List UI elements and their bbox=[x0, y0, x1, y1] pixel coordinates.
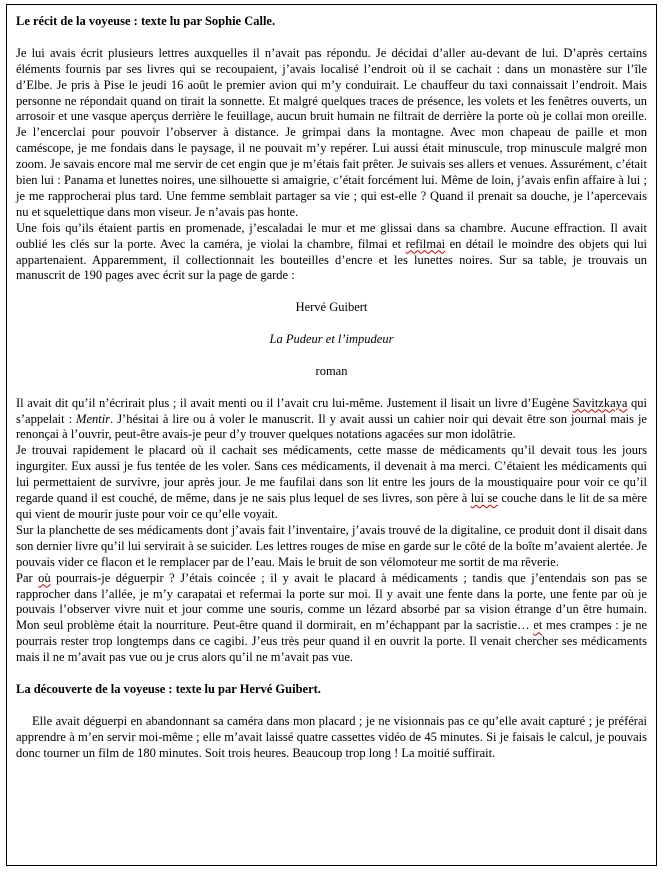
spellcheck-word: Savitzkaya bbox=[572, 395, 628, 410]
spellcheck-word: refilmai bbox=[405, 236, 446, 251]
spacer bbox=[16, 380, 647, 396]
paragraph-2 bbox=[16, 221, 647, 285]
book-genre: roman bbox=[315, 363, 348, 378]
spellcheck-word: et bbox=[533, 618, 543, 633]
spacer bbox=[16, 698, 647, 714]
spacer bbox=[16, 348, 647, 364]
document-page bbox=[6, 4, 657, 866]
paragraph-3 bbox=[16, 396, 647, 444]
text-run: pourrais-je déguerpir ? J’étais coincée ; il y avait le placard à médicaments ; tandis que j’entendais son pas se rapprocher dans l’allée, je m’y carapatai et refermai la porte sur moi. Il y avait une fente dans la porte, une fente par où je pouvais l’observer vivre nuit et jour comme une souris, comme un lézard absorbé par sa vision étrange d’un être humain. Mon seul problème était la nourriture. Peut-être quand il dormirait, en m’échappant par la sacristie… bbox=[16, 570, 647, 633]
text-run: Il avait dit qu’il n’écrirait plus ; il avait menti ou il l’avait cru lui-même. Justement il lisait un livre d’Eugène bbox=[16, 395, 573, 410]
paragraph-5: Sur la planchette de ses médicaments dont j’avais fait l’inventaire, j’avais trouvé de la digitaline, ce produit dont il disait dans son dernier livre qu’il lui servirait à se suicider. Les lettres rouges de mise en garde sur le côté de la boîte m’avaient alertée. Je pouvais vider ce flacon et le remplacer par de l’eau. Mais le bruit de son vélomoteur me sortit de ma rêverie. bbox=[16, 522, 648, 569]
spellcheck-word: où bbox=[38, 570, 51, 585]
paragraph-6 bbox=[16, 571, 647, 666]
book-title: La Pudeur et l’impudeur bbox=[269, 332, 394, 347]
section2-paragraph-1: Elle avait déguerpi en abandonnant sa caméra dans mon placard ; je ne visionnais pas ce qu’elle avait capturé ; je préférai apprendre à m’en servir moi-même ; elle m’avait laissé quatre cassettes vidéo de 45 minutes. Si je faisais le calcul, je pouvais donc tourner un film de 180 minutes. Soit trois heures. Beaucoup trop long ! La moitié suffirait. bbox=[16, 713, 647, 760]
spacer bbox=[16, 30, 647, 46]
section2-title: La découverte de la voyeuse : texte lu par Hervé Guibert. bbox=[16, 681, 321, 696]
spellcheck-word: lui se bbox=[470, 491, 498, 506]
paragraph-1: Je lui avais écrit plusieurs lettres auxquelles il n’avait pas répondu. Je décidai d’aller au-devant de lui. D’après certains éléments fournis par ses livres qui se recoupaient, j’avais localisé l’endroit où il se cachait : dans un monastère sur l’île d’Elbe. Je pris à Pise le jeudi 16 août le premier avion qui m’y conduirait. Le chauffeur du taxi connaissait l’endroit. Mais personne ne répondait quand on tirait la sonnette. Et malgré quelques traces de présence, les volets et les fenêtres ouverts, un arrosoir et une vasque aperçus derrière le feuillage, aucun bruit humain ne filtrait de derrière la porte où je collai mon oreille. Je l’encerclai pour pouvoir l’observer à distance. Je grimpai dans la montagne. Avec mon chapeau de paille et mon caméscope, je me fondais dans le paysage, il ne pouvait m’y repérer. Lui aussi était minuscule, trop minuscule malgré mon zoom. Je savais encore mal me servir de cet engin que je m’étais fait prêter. Je suivais ses allers et venues. Assurément, c’était bien lui : Panama et lunettes noires, une silhouette si amaigrie, c’était forcément lui. Même de loin, j’avais enfin affaire à lui ; je me rapprocherai plus tard. Une femme semblait partager sa vie ; qui est-elle ? Quand il prenait sa douche, je l’apercevais nu et squelettique dans mon viseur. Je n’avais pas honte. bbox=[16, 45, 647, 219]
spacer bbox=[16, 666, 647, 682]
text-run: en détail le moindre des objets qui lui appartenaient. Apparemment, il collectionnait les bouteilles d’encre et les lunettes noires. Sur sa table, je trouvais un manuscrit de 190 pages avec écrit sur la page de garde : bbox=[16, 236, 648, 283]
text-run: mes crampes : je ne pourrais rester trop longtemps dans ce cagibi. J’eus très peur quand il en ouvrit la porte. Il venait chercher ses médicaments mais il ne m’avait pas vue ou je crus alors qu’il ne m’avait pas vue. bbox=[16, 618, 647, 665]
book-author: Hervé Guibert bbox=[295, 300, 368, 315]
spacer bbox=[16, 316, 647, 332]
section1-title: Le récit de la voyeuse : texte lu par Sophie Calle. bbox=[16, 14, 276, 28]
text-run: Je trouvai rapidement le placard où il cachait ses médicaments, cette masse de médicaments qu’il devait tous les jours ingurgiter. Eux aussi je fus tentée de les voler. Sans ces médicaments, il devenait à ma merci. C’étaient les médicaments qui lui permettaient de survivre, jour après jour. Je me faufilai dans son lit entre les jours de la moustiquaire pour voir ce qu’il regarde quand il est couché, de même, dans je ne sais plus lequel de ses livres, son père à bbox=[16, 443, 647, 506]
text-run: couche dans le lit de sa mère qui vient de mourir juste pour voir ce qu’elle voyait. bbox=[16, 491, 647, 522]
text-run: qui s’appelait : bbox=[16, 395, 647, 426]
text-run: Une fois qu’ils étaient partis en promenade, j’escaladai le mur et me glissai dans sa chambre. Aucune effraction. Il avait oublié les clés sur la porte. Avec la caméra, je violai la chambre, filmai et bbox=[16, 220, 647, 251]
text-run: Par bbox=[16, 570, 39, 585]
book-title-inline: Mentir bbox=[76, 411, 111, 426]
spacer bbox=[16, 284, 647, 300]
text-run: . J’hésitai à lire ou à voler le manuscrit. Il y avait aussi un cahier noir qui devait être son journal mais je renonçai à l’ouvrir, peut-être avais-je peur d’y trouver quelques notations agacées sur mon idolâtrie. bbox=[16, 411, 647, 442]
paragraph-4 bbox=[16, 443, 647, 523]
